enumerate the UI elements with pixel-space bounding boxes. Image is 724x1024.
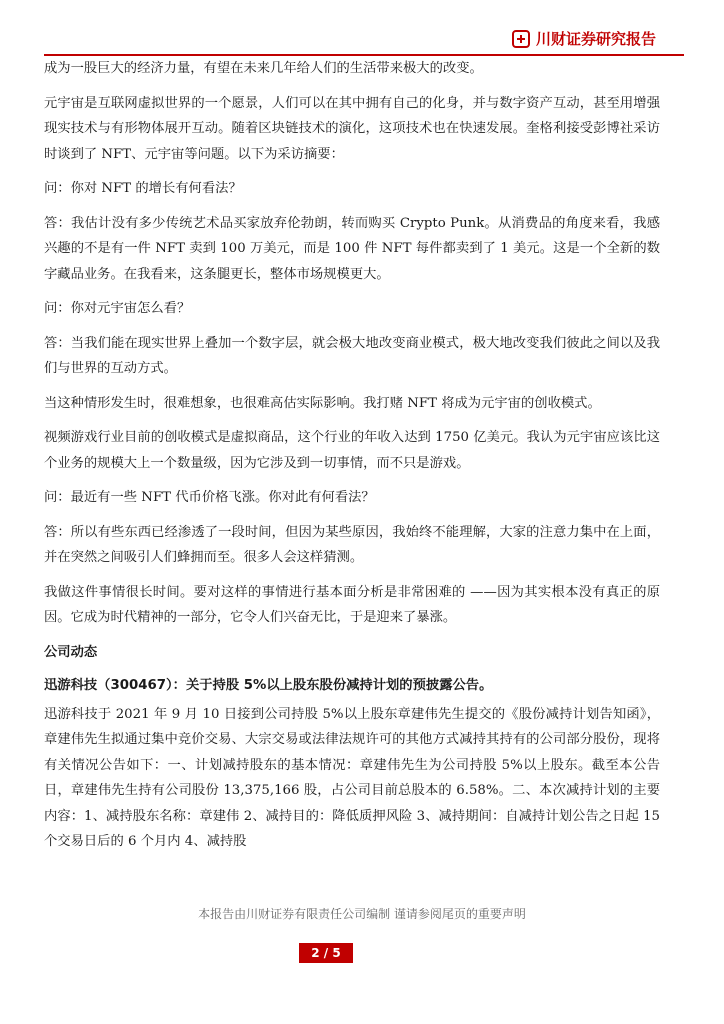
paragraph: 元宇宙是互联网虚拟世界的一个愿景，人们可以在其中拥有自己的化身，并与数字资产互动，甚至用增强现实技术与有形物体展开互动。随着区块链技术的演化，这项技术也在快速发展。奎格利接受彭博社采访时谈到了 NFT、元宇宙等问题。以下为采访摘要： [44, 95, 660, 162]
company-news-text: 迅游科技于 2021 年 9 月 10 日接到公司持股 5%以上股东章建伟先生提交的《股份减持计划告知函》，章建伟先生拟通过集中竞价交易、大宗交易或法律法规许可的其他方式减持其持有的公司部分股份，现将有关情况公告如下：一、计划减持股东的基本情况：章建伟先生为公司持股 5%以上股东。截至本公告日，章建伟先生持有公司股份 13,375,166 股，占公司目前总股本的 6.58%。二、本次减持计划的主要内容：1、减持股东名称：章建伟 2、减持目的：降低质押风险 3、减持期间：自减持计划公告之日起 15 个交易日后的 6 个月内 4、减持股 [44, 706, 660, 849]
paragraph: 问：你对元宇宙怎么看？ [44, 301, 191, 316]
brand [512, 28, 656, 49]
paragraph: 我做这件事情很长时间。要对这样的事情进行基本面分析是非常困难的 ——因为其实根本没有真正的原因。它成为时代精神的一部分，它令人们兴奋无比，于是迎来了暴涨。 [44, 584, 660, 625]
paragraph: 当这种情形发生时，很难想象，也很难高估实际影响。我打赌 NFT 将成为元宇宙的创收模式。 [44, 395, 601, 411]
chuancai-logo-icon [512, 30, 530, 48]
paragraph: 答：当我们能在现实世界上叠加一个数字层，就会极大地改变商业模式，极大地改变我们彼此之间以及我们与世界的互动方式。 [44, 335, 660, 376]
paragraph: 视频游戏行业目前的创收模式是虚拟商品，这个行业的年收入达到 1750 亿美元。我认为元宇宙应该比这个业务的规模大上一个数量级，因为它涉及到一切事情，而不只是游戏。 [44, 430, 660, 471]
paragraph: 问：最近有一些 NFT 代币价格飞涨。你对此有何看法？ [44, 490, 375, 505]
page-header [44, 22, 684, 56]
report-body [44, 56, 660, 864]
section-title: 公司动态 [44, 644, 98, 660]
paragraph: 答：我估计没有多少传统艺术品买家放弃伦勃朗，转而购买 Crypto Punk。从消费品的角度来看，我感兴趣的不是有一件 NFT 卖到 100 万美元，而是 100 件 NFT 每件都卖到了 1 美元。这是一个全新的数字藏品业务。在我看来，这条腿更长，整体市场规模更大。 [44, 215, 660, 282]
paragraph: 问：你对 NFT 的增长有何看法？ [44, 181, 242, 196]
paragraph: 答：所以有些东西已经渗透了一段时间，但因为某些原因，我始终不能理解，大家的注意力集中在上面，并在突然之间吸引人们蜂拥而至。很多人会这样猜测。 [44, 524, 660, 565]
footer-disclaimer: 本报告由川财证券有限责任公司编制 谨请参阅尾页的重要声明 [198, 907, 526, 921]
brand-name: 川财证券研究报告 [535, 30, 656, 48]
paragraph: 成为一股巨大的经济力量，有望在未来几年给人们的生活带来极大的改变。 [44, 61, 483, 76]
page-number: 2 / 5 [299, 943, 353, 963]
company-news-title: 迅游科技（300467）：关于持股 5%以上股东股份减持计划的预披露公告。 [44, 677, 493, 693]
